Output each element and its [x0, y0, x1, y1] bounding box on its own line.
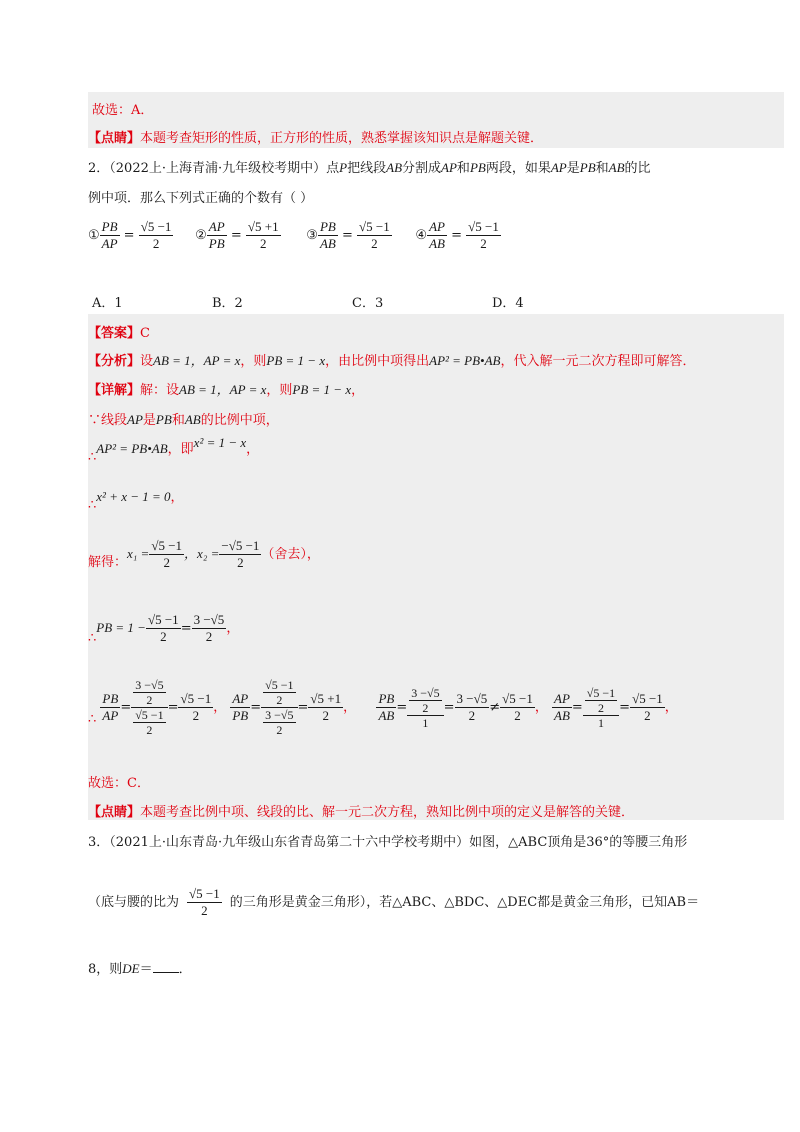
therefore-symbol: ∴: [88, 498, 97, 513]
q3-number: 3．: [88, 835, 110, 850]
q3-text: ＝: [139, 962, 153, 977]
detail-text: ，: [170, 490, 184, 505]
therefore-symbol: ∴: [88, 450, 97, 465]
q2-item-1: ① $\frac{PB}{AP}$ = $\frac{√5 -1}{2}$: [88, 219, 172, 251]
q2-stem-line-1: [88, 157, 651, 176]
detail-math: x₁ =: [127, 546, 150, 561]
item-mark: ④: [415, 228, 428, 243]
detail-text: 是: [142, 413, 156, 428]
q3-stem-line-2: [88, 886, 699, 919]
ratio2-result: $\frac{√5 +1}{2}$: [310, 691, 342, 723]
q2-option-c[interactable]: C．3: [352, 296, 384, 311]
q2-source: （2022上·上海青浦·九年级校考期中）: [109, 161, 327, 176]
item-fraction-left: $\frac{AP}{AB}$: [429, 219, 445, 251]
dianjing-line-2: [88, 801, 634, 820]
detail-math: PB = 1 −: [96, 620, 146, 635]
dianjing-text: 本题考查比例中项、线段的比、解一元二次方程，熟知比例中项的定义是解答的关键．: [140, 805, 635, 820]
item-fraction-right: $\frac{√5 -1}{2}$: [468, 219, 499, 251]
detail-line-1: [88, 379, 364, 398]
item-fraction-left: $\frac{PB}{AB}$: [319, 219, 336, 251]
choose-line-a: 故选：A．: [92, 103, 154, 118]
ratio1-left: $\frac{PB}{AP}$: [102, 691, 119, 723]
q3-text: ．: [178, 962, 192, 977]
comma: ，: [343, 700, 357, 715]
detail-text: ∵线段: [88, 413, 128, 428]
q2-stem-line-2: 例中项．那么下列式正确的个数有（ ）: [88, 191, 314, 206]
comma: ，: [213, 700, 227, 715]
analysis-math: PB = 1 − x: [266, 353, 326, 368]
analysis-text: 设: [140, 354, 154, 369]
comma: ，: [534, 700, 548, 715]
ratio3-mid: $\frac{3 -√5}{2}$: [456, 691, 488, 723]
dianjing-line-1: [88, 127, 543, 146]
ratio2-complex: $\frac{\frac{√5 -1}{2}}{\frac{3 -√5}{2}}$: [261, 678, 297, 737]
solve-label: 解得：: [88, 555, 128, 570]
q3-text: 如图，△ABC顶角是36°的等腰三角形: [469, 835, 688, 850]
detail-math: AB = 1，AP = x: [179, 382, 267, 397]
q3-text: 8，则: [88, 962, 123, 977]
q2-items: [88, 219, 520, 252]
q2-option-b[interactable]: B．2: [212, 296, 243, 311]
golden-ratio-fraction: $\frac{√5 -1}{2}$: [189, 886, 220, 918]
detail-text: ，: [246, 442, 260, 457]
detail-math: PB: [155, 412, 172, 427]
therefore-symbol: ∴: [88, 631, 97, 646]
q2-item-3: ③ $\frac{PB}{AB}$ = $\frac{√5 -1}{2}$: [306, 219, 390, 251]
answer-value: C: [140, 326, 150, 341]
q2-text: 分割成: [402, 161, 442, 176]
analysis-math: AP² = PB•AB: [429, 353, 501, 368]
q2-var: P: [339, 160, 348, 175]
not-equal-sign: ≠: [489, 700, 501, 715]
q2-var: AP: [441, 160, 457, 175]
detail-solve-line: [88, 538, 320, 571]
analysis-text: ，则: [240, 354, 267, 369]
item-mark: ①: [88, 228, 100, 243]
detail-line-3: [88, 435, 260, 465]
detail-pb-line: [88, 612, 239, 645]
q2-text: 是: [566, 161, 580, 176]
ratio3-result: $\frac{√5 -1}{2}$: [502, 691, 533, 723]
q2-text: 和: [595, 161, 609, 176]
ratio4-left: $\frac{AP}{AB}$: [554, 691, 570, 723]
ratio1-result: $\frac{√5 -1}{2}$: [180, 691, 212, 723]
q2-text: 点: [326, 161, 340, 176]
detail-math: AP² = PB•AB: [96, 441, 168, 456]
detail-text: ，则: [266, 383, 293, 398]
detail-math: x² = 1 − x: [193, 435, 247, 450]
detail-math: AB: [184, 412, 201, 427]
q3-stem-line-3: [88, 958, 192, 977]
item-fraction-right: $\frac{√5 -1}{2}$: [140, 219, 172, 251]
q3-var: DE: [122, 961, 140, 976]
therefore-symbol: ∴: [88, 712, 97, 727]
detail-math: x² + x − 1 = 0: [96, 489, 171, 504]
detail-text: ，即: [167, 442, 194, 457]
detail-text: 解：设: [140, 383, 180, 398]
detail-math: ，x₂ =: [184, 546, 220, 561]
detail-tag: 【详解】: [88, 383, 141, 398]
detail-text: ，: [351, 383, 365, 398]
x1-fraction: $\frac{√5 -1}{2}$: [151, 538, 183, 570]
q2-text: 的比: [624, 161, 651, 176]
detail-text: 和: [171, 413, 185, 428]
ratio3-left: $\frac{PB}{AB}$: [378, 691, 395, 723]
ratios-line: ∴ $\frac{PB}{AP}$ = $\frac{\frac{3 -√5}{2}}{\frac{√5 -1}{2}}$ = $\frac{√5 -1}{2}$ ， $\frac{AP}{PB}$ = $\frac{\frac{√5 -1}{2}}{\frac{3 -√5}{2}}$ = $\frac{√5 +1}{2}$ ， $\frac{PB}{AB}$ = $\frac{\frac{3 -√5}{2}}{1}$ = $\frac{3 -√5}{2}$ ≠ $\frac{√5 -1}{2}$ ， $\frac{AP}{AB}$ = $\frac{\frac{√5 -1}{2}}{1}$ = $\frac{√5 -1}{2}$ ，: [88, 678, 678, 737]
q3-stem-line-1: [88, 831, 687, 850]
q2-var: AP: [550, 160, 567, 175]
analysis-text: ，由比例中项得出: [325, 354, 430, 369]
q2-var: AB: [608, 160, 625, 175]
analysis-math: AB = 1，AP = x: [153, 353, 241, 368]
q2-option-d[interactable]: D．4: [492, 296, 524, 311]
item-fraction-right: $\frac{√5 -1}{2}$: [359, 219, 390, 251]
q2-text: 两段，如果: [485, 161, 551, 176]
q3-text: 的三角形是黄金三角形），若△ABC、△BDC、△DEC都是黄金三角形，已知AB＝: [229, 895, 700, 910]
dianjing-text: 本题考查矩形的性质，正方形的性质，熟悉掌握该知识点是解题关键．: [140, 131, 544, 146]
answer-line: [88, 322, 150, 341]
item-fraction-right: $\frac{√5 +1}{2}$: [247, 219, 279, 251]
detail-math: AP: [127, 412, 143, 427]
q2-text: 把线段: [347, 161, 387, 176]
dianjing-tag: 【点睛】: [88, 131, 141, 146]
q2-option-a[interactable]: A．1: [92, 296, 123, 311]
pb-fraction: $\frac{√5 -1}{2}$: [147, 612, 179, 644]
discard-text: （舍去），: [261, 547, 320, 562]
q2-var: PB: [469, 160, 486, 175]
q3-source: （2021上·山东青岛·九年级山东省青岛第二十六中学校考期中）: [109, 835, 470, 850]
q2-item-4: ④ $\frac{AP}{AB}$ = $\frac{√5 -1}{2}$: [415, 219, 499, 251]
item-mark: ②: [195, 228, 207, 243]
comma: ，: [664, 700, 678, 715]
ratio1-complex: $\frac{\frac{3 -√5}{2}}{\frac{√5 -1}{2}}$: [131, 678, 167, 737]
q2-text: 和: [456, 161, 470, 176]
q2-item-2: ② $\frac{AP}{PB}$ = $\frac{√5 +1}{2}$: [195, 219, 279, 251]
answer-blank[interactable]: [153, 972, 179, 973]
detail-line-4: [88, 486, 184, 513]
detail-text: 的比例中项，: [200, 413, 279, 428]
dianjing-tag: 【点睛】: [88, 805, 141, 820]
q2-number: 2．: [88, 161, 110, 176]
detail-math: PB = 1 − x: [292, 382, 352, 397]
answer-tag: 【答案】: [88, 326, 141, 341]
ratio4-result: $\frac{√5 -1}{2}$: [632, 691, 663, 723]
detail-text: ，: [226, 621, 240, 636]
analysis-tag: 【分析】: [88, 354, 141, 369]
x2-fraction: $\frac{-√5 -1}{2}$: [221, 538, 260, 570]
pb-result-fraction: $\frac{3 -√5}{2}$: [193, 612, 225, 644]
item-fraction-left: $\frac{AP}{PB}$: [208, 219, 225, 251]
analysis-line: [88, 350, 696, 369]
choose-line-c: 故选：C．: [88, 776, 150, 791]
q2-var: AB: [386, 160, 403, 175]
ratio3-complex: $\frac{\frac{3 -√5}{2}}{1}$: [407, 686, 443, 730]
q3-text: （底与腰的比为: [88, 895, 180, 910]
ratio2-left: $\frac{AP}{PB}$: [232, 691, 249, 723]
ratio4-complex: $\frac{\frac{√5 -1}{2}}{1}$: [583, 686, 619, 730]
analysis-text: ，代入解一元二次方程即可解答．: [500, 354, 696, 369]
item-fraction-left: $\frac{PB}{AP}$: [101, 219, 118, 251]
q2-var: PB: [579, 160, 596, 175]
item-mark: ③: [306, 228, 318, 243]
equals-sign: =: [180, 621, 192, 636]
detail-line-2: [88, 409, 279, 428]
